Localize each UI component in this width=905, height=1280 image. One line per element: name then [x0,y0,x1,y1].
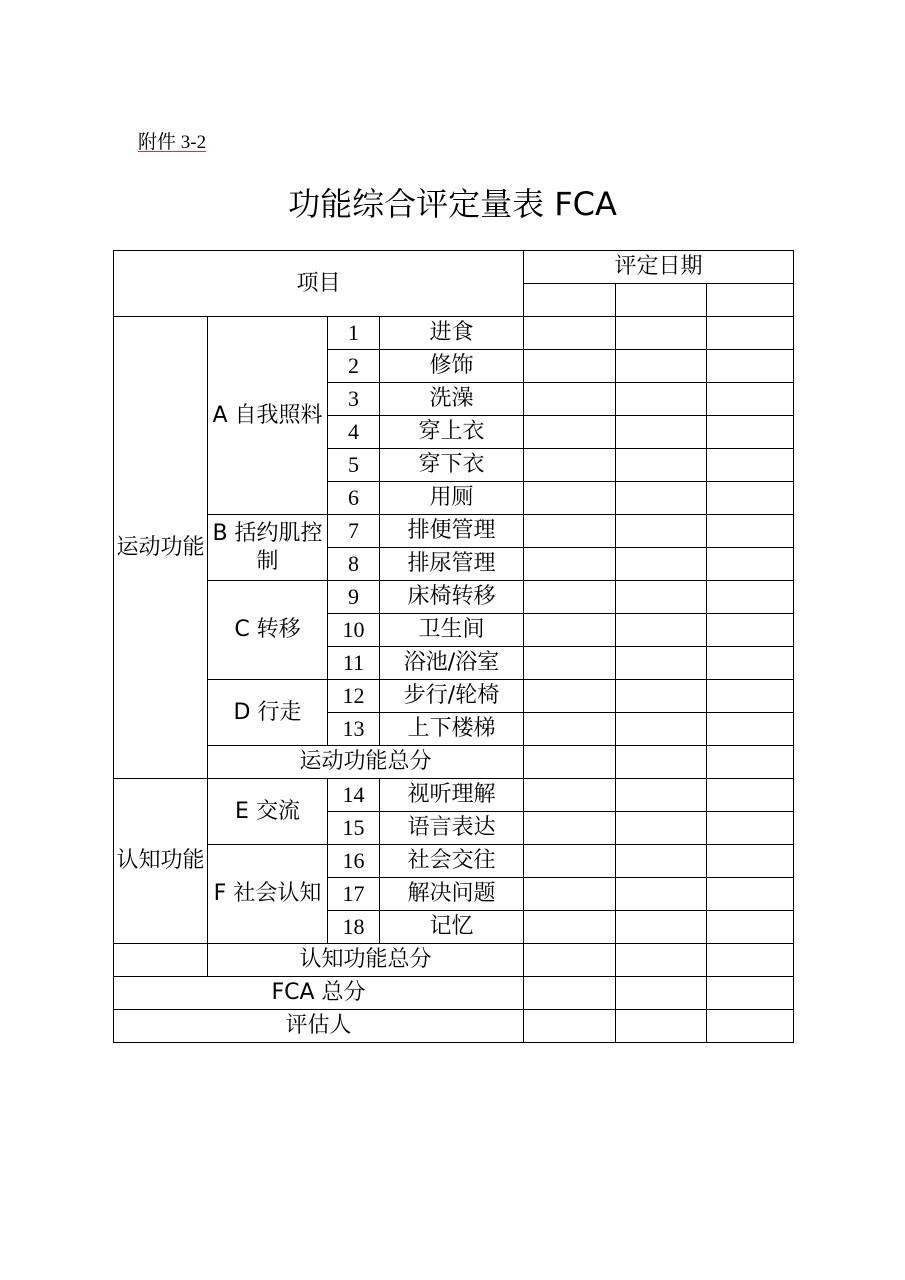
attachment-label: 附件 3-2 [138,132,207,153]
group-e-communication: E 交流 [208,779,328,845]
score-cell[interactable] [616,482,707,515]
score-cell[interactable] [616,812,707,845]
score-cell[interactable] [707,878,794,911]
item-number: 13 [328,713,380,746]
cognitive-total-row [114,944,794,977]
date-cell[interactable] [707,284,794,317]
item-number: 4 [328,416,380,449]
item-name: 视听理解 [380,779,524,812]
domain-motor: 运动功能 [114,317,208,779]
item-name: 排尿管理 [380,548,524,581]
table-row [114,317,794,350]
score-cell[interactable] [616,614,707,647]
table-row [114,581,794,614]
table-row [114,779,794,812]
score-cell[interactable] [707,614,794,647]
group-a-self-care: A 自我照料 [208,317,328,515]
score-cell[interactable] [707,581,794,614]
item-number: 8 [328,548,380,581]
group-b-sphincter: B 括约肌控制 [208,515,328,581]
table-row [114,845,794,878]
header-date: 评定日期 [524,251,794,284]
score-cell[interactable] [707,977,794,1010]
score-cell[interactable] [616,911,707,944]
blank-cell [114,944,208,977]
score-cell[interactable] [707,317,794,350]
score-cell[interactable] [616,449,707,482]
item-number: 2 [328,350,380,383]
item-name: 社会交往 [380,845,524,878]
score-cell[interactable] [524,581,616,614]
page-title: 功能综合评定量表 FCA [288,185,617,223]
score-cell[interactable] [524,944,616,977]
score-cell[interactable] [707,680,794,713]
score-cell[interactable] [707,647,794,680]
item-number: 1 [328,317,380,350]
score-cell[interactable] [524,812,616,845]
score-cell[interactable] [707,812,794,845]
cognitive-total-label: 认知功能总分 [208,944,524,977]
score-cell[interactable] [524,548,616,581]
item-name: 用厕 [380,482,524,515]
score-cell[interactable] [707,746,794,779]
item-name: 洗澡 [380,383,524,416]
assessor-cell[interactable] [616,1010,707,1043]
domain-cognitive: 认知功能 [114,779,208,944]
item-name: 排便管理 [380,515,524,548]
score-cell[interactable] [707,548,794,581]
score-cell[interactable] [524,449,616,482]
score-cell[interactable] [616,548,707,581]
header-item: 项目 [114,251,524,317]
score-cell[interactable] [616,647,707,680]
item-name: 穿下衣 [380,449,524,482]
score-cell[interactable] [616,977,707,1010]
assessor-cell[interactable] [707,1010,794,1043]
score-cell[interactable] [616,383,707,416]
item-number: 6 [328,482,380,515]
score-cell[interactable] [616,416,707,449]
score-cell[interactable] [524,911,616,944]
fca-total-row [114,977,794,1010]
score-cell[interactable] [524,614,616,647]
header-row [114,251,794,284]
score-cell[interactable] [524,779,616,812]
item-name: 上下楼梯 [380,713,524,746]
item-name: 步行/轮椅 [380,680,524,713]
score-cell[interactable] [524,317,616,350]
item-number: 11 [328,647,380,680]
score-cell[interactable] [707,779,794,812]
item-number: 18 [328,911,380,944]
motor-total-row [114,746,794,779]
score-cell[interactable] [707,482,794,515]
assessor-row [114,1010,794,1043]
score-cell[interactable] [524,680,616,713]
score-cell[interactable] [616,317,707,350]
item-number: 5 [328,449,380,482]
score-cell[interactable] [616,878,707,911]
group-c-transfer: C 转移 [208,581,328,680]
group-f-social-cognition: F 社会认知 [208,845,328,944]
table-row [114,515,794,548]
item-number: 15 [328,812,380,845]
score-cell[interactable] [616,581,707,614]
score-cell[interactable] [524,383,616,416]
fca-assessment-table [113,250,794,1043]
score-cell[interactable] [707,383,794,416]
score-cell[interactable] [616,779,707,812]
item-number: 17 [328,878,380,911]
item-name: 修饰 [380,350,524,383]
assessor-label: 评估人 [114,1010,524,1043]
score-cell[interactable] [524,977,616,1010]
item-name: 解决问题 [380,878,524,911]
item-number: 16 [328,845,380,878]
item-number: 9 [328,581,380,614]
item-number: 14 [328,779,380,812]
score-cell[interactable] [524,713,616,746]
score-cell[interactable] [616,944,707,977]
score-cell[interactable] [616,845,707,878]
table-row [114,680,794,713]
item-number: 12 [328,680,380,713]
score-cell[interactable] [707,911,794,944]
date-cell[interactable] [616,284,707,317]
score-cell[interactable] [524,350,616,383]
item-number: 3 [328,383,380,416]
score-cell[interactable] [616,515,707,548]
date-cell[interactable] [524,284,616,317]
item-number: 10 [328,614,380,647]
score-cell[interactable] [524,515,616,548]
assessor-cell[interactable] [524,1010,616,1043]
score-cell[interactable] [616,350,707,383]
motor-total-label: 运动功能总分 [208,746,524,779]
score-cell[interactable] [524,845,616,878]
score-cell[interactable] [616,746,707,779]
score-cell[interactable] [707,416,794,449]
score-cell[interactable] [524,878,616,911]
score-cell[interactable] [616,680,707,713]
score-cell[interactable] [524,647,616,680]
item-name: 语言表达 [380,812,524,845]
item-name: 记忆 [380,911,524,944]
score-cell[interactable] [707,713,794,746]
score-cell[interactable] [616,713,707,746]
score-cell[interactable] [707,845,794,878]
item-name: 卫生间 [380,614,524,647]
item-number: 7 [328,515,380,548]
score-cell[interactable] [524,416,616,449]
score-cell[interactable] [707,944,794,977]
score-cell[interactable] [524,482,616,515]
fca-total-label: FCA 总分 [114,977,524,1010]
score-cell[interactable] [707,350,794,383]
score-cell[interactable] [707,515,794,548]
item-name: 浴池/浴室 [380,647,524,680]
group-d-walking: D 行走 [208,680,328,746]
item-name: 进食 [380,317,524,350]
score-cell[interactable] [524,746,616,779]
item-name: 穿上衣 [380,416,524,449]
item-name: 床椅转移 [380,581,524,614]
score-cell[interactable] [707,449,794,482]
